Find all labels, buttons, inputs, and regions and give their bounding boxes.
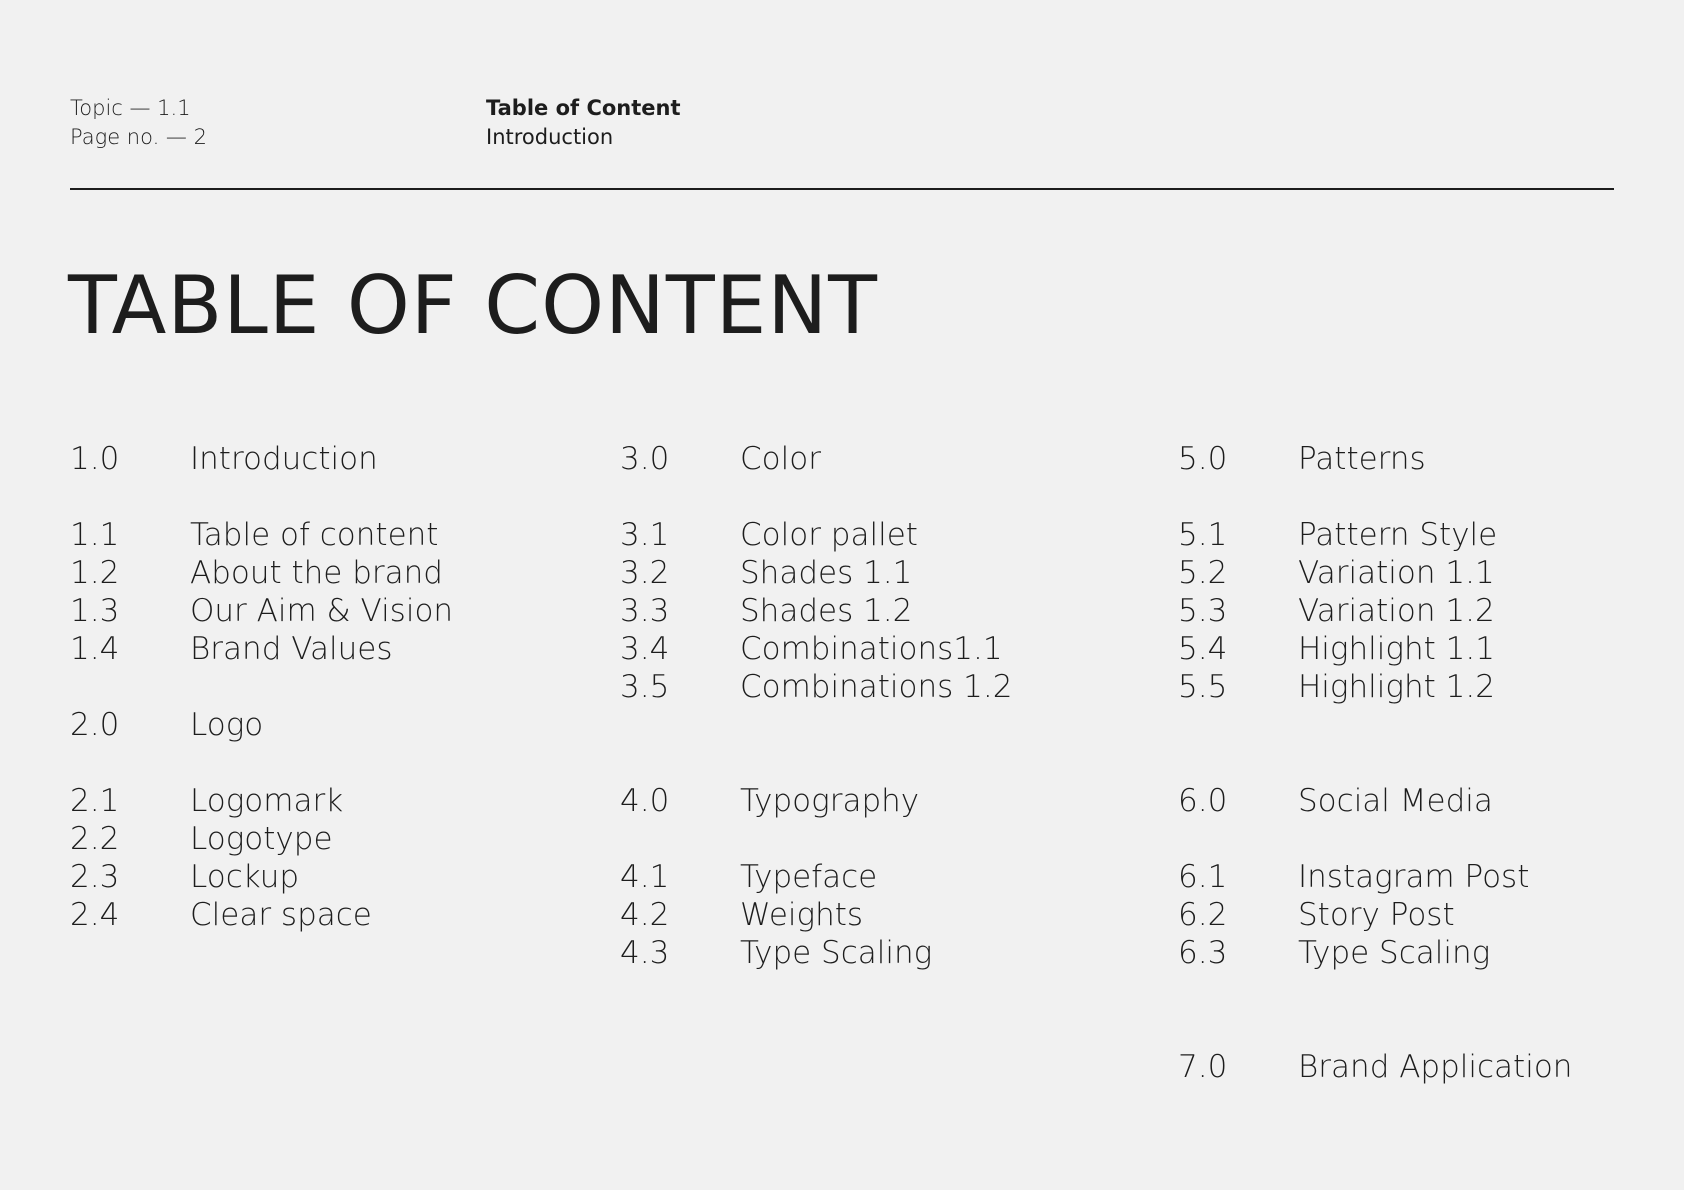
toc-item-number: 4.1 bbox=[620, 859, 670, 895]
toc-item-number: 3.4 bbox=[620, 631, 670, 667]
toc-item-label: Shades 1.1 bbox=[740, 555, 913, 591]
toc-item-number: 3.1 bbox=[620, 517, 670, 553]
toc-item-number: 4.3 bbox=[620, 935, 670, 971]
header-meta bbox=[70, 94, 207, 152]
toc-item-label: Type Scaling bbox=[740, 935, 933, 971]
toc-item-number: 2.0 bbox=[70, 707, 120, 743]
toc-item-number: 3.5 bbox=[620, 669, 670, 705]
toc-item-number: 6.2 bbox=[1178, 897, 1228, 933]
toc-item-label: Introduction bbox=[190, 441, 378, 477]
page-number: Page no. — 2 bbox=[70, 125, 207, 149]
toc-item-number: 1.2 bbox=[70, 555, 120, 591]
toc-item-label: Instagram Post bbox=[1298, 859, 1530, 895]
toc-item-label: Logomark bbox=[190, 783, 344, 819]
toc-item-label: Color pallet bbox=[740, 517, 918, 553]
topic-label: Topic — 1.1 bbox=[70, 96, 191, 120]
toc-item-number: 5.4 bbox=[1178, 631, 1228, 667]
toc-item-label: Variation 1.2 bbox=[1298, 593, 1495, 629]
toc-item-label: Combinations 1.2 bbox=[740, 669, 1013, 705]
toc-item-number: 5.2 bbox=[1178, 555, 1228, 591]
page-title: TABLE OF CONTENT bbox=[68, 259, 879, 352]
toc-item-label: Brand Application bbox=[1298, 1049, 1573, 1085]
toc-item-label: About the brand bbox=[190, 555, 443, 591]
toc-item-label: Highlight 1.1 bbox=[1298, 631, 1495, 667]
toc-item-label: Social Media bbox=[1298, 783, 1493, 819]
toc-item-number: 1.1 bbox=[70, 517, 120, 553]
toc-item-label: Logo bbox=[190, 707, 264, 743]
toc-item-label: Highlight 1.2 bbox=[1298, 669, 1495, 705]
header-divider bbox=[70, 188, 1614, 190]
toc-item-number: 1.4 bbox=[70, 631, 120, 667]
toc-item-label: Combinations1.1 bbox=[740, 631, 1003, 667]
toc-item-number: 7.0 bbox=[1178, 1049, 1228, 1085]
toc-item-label: Typography bbox=[740, 783, 920, 819]
toc-item-label: Shades 1.2 bbox=[740, 593, 913, 629]
toc-item-number: 4.2 bbox=[620, 897, 670, 933]
toc-item-number: 5.0 bbox=[1178, 441, 1228, 477]
toc-item-number: 4.0 bbox=[620, 783, 670, 819]
toc-item-number: 6.0 bbox=[1178, 783, 1228, 819]
toc-item-label: Our Aim & Vision bbox=[190, 593, 454, 629]
toc-item-number: 5.1 bbox=[1178, 517, 1228, 553]
toc-item-number: 3.0 bbox=[620, 441, 670, 477]
section-title: Table of Content bbox=[486, 96, 681, 120]
toc-item-number: 5.3 bbox=[1178, 593, 1228, 629]
toc-item-number: 2.3 bbox=[70, 859, 120, 895]
toc-item-label: Variation 1.1 bbox=[1298, 555, 1495, 591]
toc-item-label: Type Scaling bbox=[1298, 935, 1491, 971]
toc-item-label: Weights bbox=[740, 897, 864, 933]
toc-item-label: Story Post bbox=[1298, 897, 1455, 933]
toc-item-label: Patterns bbox=[1298, 441, 1426, 477]
toc-item-number: 3.2 bbox=[620, 555, 670, 591]
toc-item-number: 5.5 bbox=[1178, 669, 1228, 705]
toc-item-label: Color bbox=[740, 441, 821, 477]
toc-item-number: 1.3 bbox=[70, 593, 120, 629]
toc-item-number: 1.0 bbox=[70, 441, 120, 477]
toc-item-label: Typeface bbox=[740, 859, 878, 895]
toc-item-number: 6.3 bbox=[1178, 935, 1228, 971]
toc-item-label: Lockup bbox=[190, 859, 300, 895]
toc-item-number: 3.3 bbox=[620, 593, 670, 629]
toc-item-number: 2.2 bbox=[70, 821, 120, 857]
section-subtitle: Introduction bbox=[486, 125, 614, 149]
toc-item-number: 2.1 bbox=[70, 783, 120, 819]
header-section bbox=[486, 94, 681, 152]
toc-item-number: 6.1 bbox=[1178, 859, 1228, 895]
toc-item-label: Pattern Style bbox=[1298, 517, 1498, 553]
toc-item-label: Table of content bbox=[190, 517, 439, 553]
toc-item-label: Brand Values bbox=[190, 631, 393, 667]
toc-item-label: Logotype bbox=[190, 821, 333, 857]
toc-item-label: Clear space bbox=[190, 897, 372, 933]
toc-item-number: 2.4 bbox=[70, 897, 120, 933]
